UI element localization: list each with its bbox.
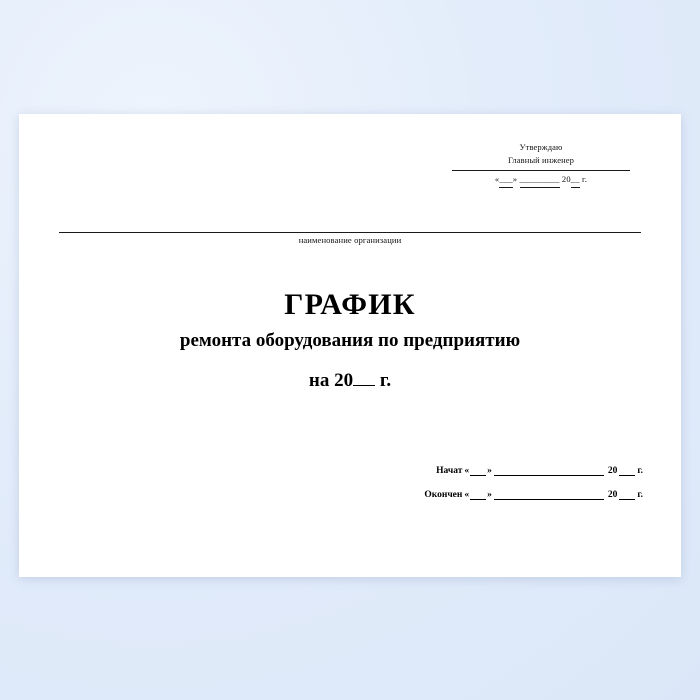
finished-quote-close: » [487, 490, 492, 500]
finished-date-blank [494, 499, 604, 500]
started-row [424, 466, 643, 476]
finished-label: Окончен [424, 490, 463, 500]
approval-date-quote-open: « [494, 174, 500, 185]
document-sheet [19, 114, 681, 577]
approval-label: Утверждаю [519, 142, 563, 152]
approval-date-line [441, 173, 641, 187]
started-quote-close: » [487, 466, 492, 476]
finished-day-blank [470, 499, 486, 500]
started-year: 20 [607, 466, 618, 476]
document-title: ГРАФИК [284, 288, 416, 321]
document-year-blank [353, 385, 375, 386]
started-date-blank [494, 475, 604, 476]
started-day-blank [470, 475, 486, 476]
approval-signature-rule [452, 170, 630, 171]
document-footer [424, 466, 643, 514]
approval-date-suffix: г. [582, 174, 588, 185]
document-subtitle: ремонта оборудования по предприятию [179, 330, 521, 351]
finished-row [424, 490, 643, 500]
finished-quote-open: « [464, 490, 470, 500]
document-year-line [19, 370, 681, 392]
approval-block [441, 141, 641, 188]
finished-year-blank [619, 499, 635, 500]
approval-position: Главный инженер [508, 155, 574, 166]
document-year-suffix: г. [379, 370, 392, 391]
started-year-blank [619, 475, 635, 476]
document-year-prefix: на 20 [308, 370, 354, 391]
started-quote-open: « [464, 466, 470, 476]
finished-year: 20 [607, 490, 618, 500]
started-label: Начат [436, 466, 463, 476]
approval-date-year-blank: __ [571, 173, 580, 187]
document-content [19, 114, 681, 577]
approval-date-year: 20 [561, 174, 571, 185]
approval-date-quote-close: » [512, 174, 518, 185]
approval-date-day-blank: ___ [499, 173, 512, 187]
approval-date-month-blank: _________ [520, 173, 560, 187]
organization-name-caption: наименование организации [298, 235, 402, 245]
started-year-suffix: г. [637, 466, 643, 476]
finished-year-suffix: г. [637, 490, 643, 500]
organization-name-rule [59, 232, 641, 233]
